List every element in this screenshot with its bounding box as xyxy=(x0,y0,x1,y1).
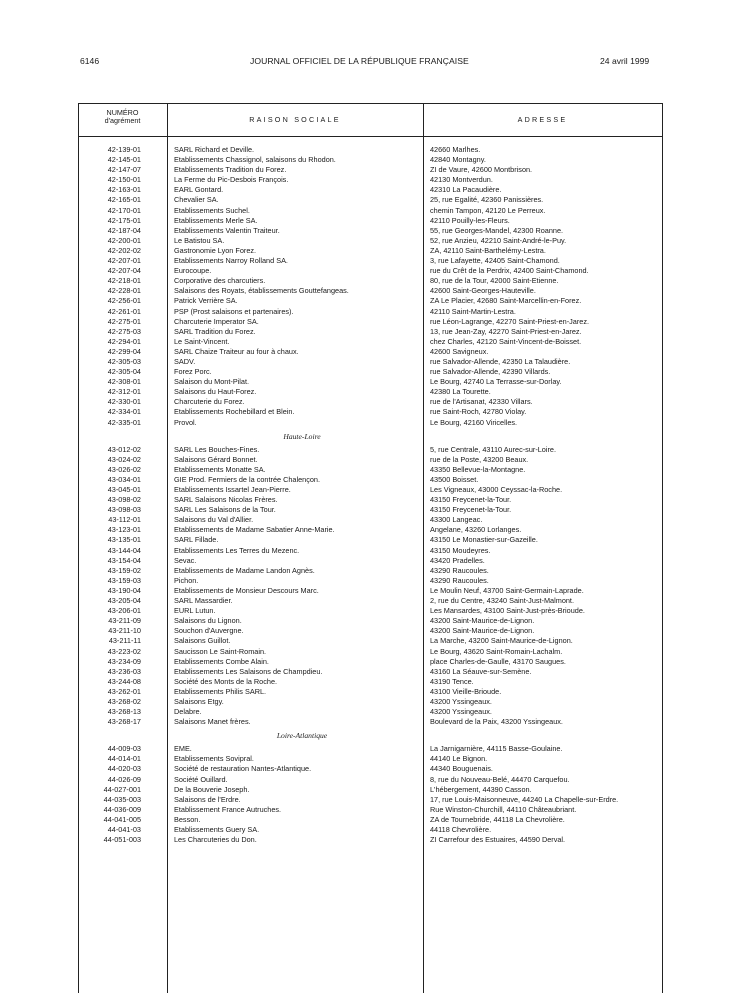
raison-sociale: Les Charcuteries du Don. xyxy=(174,835,257,845)
table-row xyxy=(78,764,663,774)
section-title: Loire-Atlantique xyxy=(276,731,328,741)
agrement-number: 42-175-01 xyxy=(107,215,141,225)
table-row xyxy=(78,586,663,596)
adresse: 43200 Yssingeaux. xyxy=(430,707,492,717)
agrement-number: 42-299-04 xyxy=(107,346,141,356)
table-row xyxy=(78,546,663,556)
agrement-number: 43-144-04 xyxy=(107,545,141,555)
table-row xyxy=(78,286,663,296)
adresse: 2, rue du Centre, 43240 Saint-Just-Malmont. xyxy=(430,596,574,606)
table-row xyxy=(78,616,663,626)
agrement-number: 44-020-03 xyxy=(107,764,141,774)
table-row xyxy=(78,377,663,387)
agrement-number: 43-268-02 xyxy=(107,696,141,706)
table-row xyxy=(78,535,663,545)
raison-sociale: SARL Les Bouches-Fines. xyxy=(174,444,260,454)
table-row xyxy=(78,636,663,646)
agrement-number: 43-135-01 xyxy=(107,535,141,545)
agrement-number: 43-026-02 xyxy=(107,464,141,474)
table-row xyxy=(78,236,663,246)
agrement-number: 43-154-04 xyxy=(107,555,141,565)
table-row xyxy=(78,276,663,286)
table-row xyxy=(78,195,663,205)
agrement-number: 42-187-04 xyxy=(107,225,141,235)
adresse: ZA, 42110 Saint-Barthelémy-Lestra. xyxy=(430,245,546,255)
journal-title: JOURNAL OFFICIEL DE LA RÉPUBLIQUE FRANÇAISE xyxy=(250,56,469,66)
table-row xyxy=(78,445,663,455)
table-row xyxy=(78,307,663,317)
agrement-number: 44-027-001 xyxy=(103,784,141,794)
adresse: rue Salvador-Allende, 42350 La Talaudière. xyxy=(430,356,571,366)
agrement-number: 43-024-02 xyxy=(107,454,141,464)
agrement-number: 42-207-01 xyxy=(107,256,141,266)
raison-sociale: Corporative des charcutiers. xyxy=(174,276,266,286)
table-row xyxy=(78,266,663,276)
table-row xyxy=(78,667,663,677)
table-row xyxy=(78,175,663,185)
adresse: 42110 Saint-Martin-Lestra. xyxy=(430,306,516,316)
agrement-number: 42-163-01 xyxy=(107,185,141,195)
agrement-number: 42-218-01 xyxy=(107,276,141,286)
adresse: Le Bourg, 42740 La Terrasse-sur-Dorlay. xyxy=(430,377,562,387)
adresse: Le Bourg, 42160 Viricelles. xyxy=(430,417,518,427)
agrement-number: 42-256-01 xyxy=(107,296,141,306)
raison-sociale: Etablissements de Madame Landon Agnès. xyxy=(174,565,315,575)
adresse: rue de la Poste, 43200 Beaux. xyxy=(430,454,529,464)
table-row xyxy=(78,246,663,256)
table-row xyxy=(78,155,663,165)
raison-sociale: Salaisons du Haut-Forez. xyxy=(174,387,257,397)
raison-sociale: Salaisons du Val d'Allier. xyxy=(174,515,254,525)
raison-sociale: Etablissements Narroy Rolland SA. xyxy=(174,256,288,266)
table-row xyxy=(78,677,663,687)
raison-sociale: Provol. xyxy=(174,417,197,427)
adresse: 44118 Chevrolière. xyxy=(430,825,492,834)
raison-sociale: Société Ouillard. xyxy=(174,774,228,784)
adresse: 43150 Le Monastier-sur-Gazeille. xyxy=(430,535,538,545)
agrement-number: 43-211-11 xyxy=(108,636,141,646)
adresse: 52, rue Anzieu, 42210 Saint-André-le-Puy. xyxy=(430,235,567,245)
raison-sociale: Charcuterie Imperator SA. xyxy=(174,316,259,326)
agrement-number: 43-098-03 xyxy=(107,505,141,515)
agrement-number: 42-312-01 xyxy=(107,387,141,397)
agrement-number: 43-159-03 xyxy=(107,575,141,585)
raison-sociale: Etablissements de Madame Sabatier Anne-Marie. xyxy=(174,525,335,535)
raison-sociale: EURL Lutun. xyxy=(174,606,216,616)
agrement-number: 43-223-02 xyxy=(107,646,141,656)
raison-sociale: Etablissement France Autruches. xyxy=(174,804,282,814)
raison-sociale: Etablissements Les Salaisons de Champdieu. xyxy=(174,666,323,676)
adresse: rue Salvador-Allende, 42390 Villards. xyxy=(430,367,551,377)
adresse: 43160 La Séauve-sur-Semène. xyxy=(430,666,532,676)
table-row xyxy=(78,505,663,515)
raison-sociale: Charcuterie du Forez. xyxy=(174,397,245,407)
raison-sociale: GIE Prod. Fermiers de la contrée Chalençon. xyxy=(174,474,321,484)
raison-sociale: Etablissements Merle SA. xyxy=(174,215,258,225)
raison-sociale: Salaisons Gérard Bonnet. xyxy=(174,454,258,464)
raison-sociale: Le Saint-Vincent. xyxy=(174,336,230,346)
raison-sociale: Etablissements Issartel Jean-Pierre. xyxy=(174,485,291,494)
adresse: 42110 Pouilly-les-Fleurs. xyxy=(430,215,510,225)
agrement-number: 42-145-01 xyxy=(107,155,141,165)
adresse: rue Léon-Lagrange, 42270 Saint-Priest-en-Jarez. xyxy=(430,316,590,326)
raison-sociale: Société des Monts de la Roche. xyxy=(174,676,278,686)
adresse: 44140 Le Bignon. xyxy=(430,754,488,764)
section-heading-haute-loire xyxy=(78,428,663,445)
page-number: 6146 xyxy=(80,56,100,66)
raison-sociale: Etablissements Suchel. xyxy=(174,205,250,215)
table-row xyxy=(78,145,663,155)
rows-loire-atlantique xyxy=(78,744,663,845)
table-row xyxy=(78,296,663,306)
raison-sociale: Etablissements Guery SA. xyxy=(174,825,260,834)
adresse: Les Mansardes, 43100 Saint-Just-près-Brioude. xyxy=(430,606,585,616)
raison-sociale: SARL Tradition du Forez. xyxy=(174,326,256,336)
table-row xyxy=(78,576,663,586)
table-top-rule xyxy=(78,103,663,104)
agrement-number: 43-268-13 xyxy=(107,707,141,717)
adresse: La Jarnigarnière, 44115 Basse-Goulaine. xyxy=(430,744,563,754)
table-row xyxy=(78,256,663,266)
table-row xyxy=(78,495,663,505)
column-header-numero xyxy=(78,109,167,125)
table-row xyxy=(78,165,663,175)
agrement-number: 42-275-01 xyxy=(107,316,141,326)
adresse: 42840 Montagny. xyxy=(430,155,486,165)
rows-haute-loire xyxy=(78,445,663,728)
adresse: La Marche, 43200 Saint-Maurice-de-Lignon. xyxy=(430,636,573,646)
raison-sociale: Salaisons de l'Erdre. xyxy=(174,794,241,804)
table-row xyxy=(78,785,663,795)
agrement-number: 44-041-03 xyxy=(107,825,141,834)
adresse: 43300 Langeac. xyxy=(430,515,483,525)
raison-sociale: Patrick Verrière SA. xyxy=(174,296,238,306)
adresse: 17, rue Louis-Maisonneuve, 44240 La Chapelle-sur-Erdre. xyxy=(430,794,619,804)
agrement-number: 44-041-005 xyxy=(103,814,141,824)
raison-sociale: Saucisson Le Saint-Romain. xyxy=(174,646,267,656)
raison-sociale: Etablissements de Monsieur Descours Marc. xyxy=(174,585,319,595)
adresse: place Charles-de-Gaulle, 43170 Saugues. xyxy=(430,656,566,666)
table-row xyxy=(78,357,663,367)
raison-sociale: La Ferme du Pic-Desbois François. xyxy=(174,175,289,185)
agrement-number: 43-205-04 xyxy=(107,596,141,606)
adresse: 5, rue Centrale, 43110 Aurec-sur-Loire. xyxy=(430,444,557,454)
agrement-number: 43-012-02 xyxy=(107,444,141,454)
adresse: 43150 Freycenet-la-Tour. xyxy=(430,495,512,505)
agrement-number: 42-330-01 xyxy=(107,397,141,407)
table-row xyxy=(78,226,663,236)
adresse: rue Saint-Roch, 42780 Violay. xyxy=(430,407,527,417)
agrement-number: 44-026-09 xyxy=(107,774,141,784)
raison-sociale: SADV. xyxy=(174,356,196,366)
adresse: 43350 Bellevue-la-Montagne. xyxy=(430,464,526,474)
table-row xyxy=(78,455,663,465)
table-row xyxy=(78,347,663,357)
agrement-number: 43-234-09 xyxy=(107,656,141,666)
adresse: chez Charles, 42120 Saint-Vincent-de-Boisset. xyxy=(430,336,582,346)
agrement-number: 42-294-01 xyxy=(107,336,141,346)
raison-sociale: Etablissements Chassignol, salaisons du Rhodon. xyxy=(174,155,336,165)
adresse: ZA Le Placier, 42680 Saint-Marcellin-en-Forez. xyxy=(430,296,582,306)
adresse: 42130 Montverdun. xyxy=(430,175,493,185)
adresse: 43150 Freycenet-la-Tour. xyxy=(430,505,512,515)
adresse: ZI Carrefour des Estuaires, 44590 Derval. xyxy=(430,835,566,845)
raison-sociale: Salaisons Etgy. xyxy=(174,696,224,706)
raison-sociale: SARL Massardier. xyxy=(174,596,233,606)
adresse: Rue Winston-Churchill, 44110 Châteaubriant. xyxy=(430,804,577,814)
rows-loire xyxy=(78,145,663,428)
raison-sociale: Sevac. xyxy=(174,555,197,565)
raison-sociale: SARL Fillade. xyxy=(174,535,219,545)
table-row xyxy=(78,327,663,337)
raison-sociale: Etablissements Tradition du Forez. xyxy=(174,165,287,175)
raison-sociale: Etablissements Monatte SA. xyxy=(174,464,266,474)
raison-sociale: Gastronomie Lyon Forez. xyxy=(174,245,257,255)
raison-sociale: PSP (Prost salaisons et partenaires). xyxy=(174,306,294,316)
table-row xyxy=(78,525,663,535)
agrement-number: 43-098-02 xyxy=(107,495,141,505)
agrement-number: 43-112-01 xyxy=(108,515,141,525)
agrement-number: 44-035-003 xyxy=(103,794,141,804)
raison-sociale: Etablissements Sovipral. xyxy=(174,754,254,764)
table-row xyxy=(78,485,663,495)
adresse: 13, rue Jean-Zay, 42270 Saint-Priest-en-Jarez. xyxy=(430,326,582,336)
agrement-number: 42-305-03 xyxy=(107,356,141,366)
table-row xyxy=(78,754,663,764)
page-header xyxy=(0,56,731,70)
table-row xyxy=(78,697,663,707)
adresse: 3, rue Lafayette, 42405 Saint-Chamond. xyxy=(430,256,560,266)
raison-sociale: Besson. xyxy=(174,814,201,824)
agrement-number: 43-045-01 xyxy=(107,485,141,494)
agrement-number: 43-123-01 xyxy=(107,525,141,535)
raison-sociale: Forez Porc. xyxy=(174,367,212,377)
table-row xyxy=(78,556,663,566)
table-row xyxy=(78,805,663,815)
table-row xyxy=(78,835,663,845)
agrement-number: 43-236-03 xyxy=(107,666,141,676)
agrement-number: 43-268-17 xyxy=(107,717,141,727)
agrement-number: 43-034-01 xyxy=(107,474,141,484)
agrement-number: 44-036-009 xyxy=(103,804,141,814)
adresse: 43200 Yssingeaux. xyxy=(430,696,492,706)
agrement-number: 43-190-04 xyxy=(107,585,141,595)
agrement-number: 42-202-02 xyxy=(107,245,141,255)
table-row xyxy=(78,367,663,377)
adresse: rue de l'Artisanat, 42330 Villars. xyxy=(430,397,533,407)
adresse: 44340 Bouguenais. xyxy=(430,764,493,774)
adresse: 42310 La Pacaudière. xyxy=(430,185,502,195)
section-title: Haute-Loire xyxy=(283,431,321,441)
adresse: 42600 Saint-Georges-Hauteville. xyxy=(430,286,536,296)
approval-table xyxy=(78,103,663,993)
raison-sociale: Salaison du Mont-Pilat. xyxy=(174,377,250,387)
table-body xyxy=(78,145,663,845)
table-row xyxy=(78,337,663,347)
raison-sociale: Etablissements Philis SARL. xyxy=(174,686,267,696)
agrement-number: 42-334-01 xyxy=(107,407,141,417)
raison-sociale: Salaisons Guillot. xyxy=(174,636,231,646)
adresse: chemin Tampon, 42120 Le Perreux. xyxy=(430,205,546,215)
adresse: ZA de Tournebride, 44118 La Chevrolière. xyxy=(430,814,565,824)
raison-sociale: SARL Richard et Deville. xyxy=(174,145,255,154)
agrement-number: 42-200-01 xyxy=(107,235,141,245)
adresse: 43150 Moudeyres. xyxy=(430,545,491,555)
agrement-number: 42-170-01 xyxy=(107,205,141,215)
table-row xyxy=(78,717,663,727)
raison-sociale: Etablissements Rochebillard et Blein. xyxy=(174,407,295,417)
table-row xyxy=(78,626,663,636)
agrement-number: 44-051-003 xyxy=(103,835,141,845)
agrement-number: 43-262-01 xyxy=(107,686,141,696)
agrement-number: 42-261-01 xyxy=(107,306,141,316)
raison-sociale: Chevalier SA. xyxy=(174,195,219,205)
adresse: 43500 Boisset. xyxy=(430,474,479,484)
adresse: 55, rue Georges-Mandel, 42300 Roanne. xyxy=(430,225,564,235)
adresse: Le Moulin Neuf, 43700 Saint-Germain-Laprade. xyxy=(430,585,584,595)
agrement-number: 44-009-03 xyxy=(107,744,141,754)
table-row xyxy=(78,216,663,226)
adresse: 42600 Savigneux. xyxy=(430,346,489,356)
agrement-number: 42-308-01 xyxy=(107,377,141,387)
raison-sociale: SARL Chaize Traiteur au four à chaux. xyxy=(174,346,299,356)
agrement-number: 44-014-01 xyxy=(107,754,141,764)
table-row xyxy=(78,418,663,428)
raison-sociale: Salaisons du Lignon. xyxy=(174,616,242,626)
adresse: 42660 Marlhes. xyxy=(430,145,481,154)
adresse: 42380 La Tourette. xyxy=(430,387,491,397)
raison-sociale: Etablissements Valentin Traiteur. xyxy=(174,225,280,235)
adresse: L'hébergement, 44390 Casson. xyxy=(430,784,532,794)
table-row xyxy=(78,707,663,717)
column-header-adresse: ADRESSE xyxy=(517,115,568,124)
section-heading-loire-atlantique xyxy=(78,727,663,744)
raison-sociale: Salaisons Manet frères. xyxy=(174,717,251,727)
adresse: 43290 Raucoules. xyxy=(430,575,489,585)
table-row xyxy=(78,387,663,397)
raison-sociale: Souchon d'Auvergne. xyxy=(174,626,244,636)
raison-sociale: EME. xyxy=(174,744,192,754)
table-row xyxy=(78,744,663,754)
agrement-number: 42-305-04 xyxy=(107,367,141,377)
table-row xyxy=(78,475,663,485)
agrement-number: 43-211-09 xyxy=(108,616,141,626)
adresse: Boulevard de la Paix, 43200 Yssingeaux. xyxy=(430,717,563,727)
raison-sociale: Etablissements Les Terres du Mezenc. xyxy=(174,545,300,555)
column-header-numero-line1: NUMÉRO xyxy=(106,108,139,117)
adresse: 80, rue de la Tour, 42000 Saint-Etienne. xyxy=(430,276,559,286)
table-row xyxy=(78,515,663,525)
table-row xyxy=(78,825,663,835)
table-row xyxy=(78,795,663,805)
raison-sociale: Pichon. xyxy=(174,575,199,585)
agrement-number: 43-211-10 xyxy=(108,626,141,636)
table-header-rule xyxy=(78,136,663,137)
table-row xyxy=(78,596,663,606)
raison-sociale: SARL Les Salaisons de la Tour. xyxy=(174,505,276,515)
agrement-number: 42-150-01 xyxy=(107,175,141,185)
agrement-number: 42-165-01 xyxy=(107,195,141,205)
table-row xyxy=(78,687,663,697)
table-row xyxy=(78,397,663,407)
agrement-number: 42-139-01 xyxy=(107,145,141,154)
table-row xyxy=(78,815,663,825)
agrement-number: 42-207-04 xyxy=(107,266,141,276)
raison-sociale: Eurocoupe. xyxy=(174,266,212,276)
raison-sociale: Etablissements Combe Alain. xyxy=(174,656,269,666)
agrement-number: 43-244-08 xyxy=(107,676,141,686)
adresse: ZI de Vaure, 42600 Montbrison. xyxy=(430,165,533,175)
adresse: 43100 Vieille-Brioude. xyxy=(430,686,502,696)
adresse: Les Vigneaux, 43000 Ceyssac-la-Roche. xyxy=(430,485,563,494)
adresse: 43200 Saint-Maurice-de-Lignon. xyxy=(430,616,535,626)
table-row xyxy=(78,657,663,667)
adresse: 43200 Saint-Maurice-de-Lignon. xyxy=(430,626,535,636)
adresse: 43420 Pradelles. xyxy=(430,555,485,565)
column-header-raison-sociale: RAISON SOCIALE xyxy=(249,115,341,124)
table-row xyxy=(78,465,663,475)
agrement-number: 42-228-01 xyxy=(107,286,141,296)
table-row xyxy=(78,775,663,785)
agrement-number: 42-275-03 xyxy=(107,326,141,336)
adresse: Le Bourg, 43620 Saint-Romain-Lachalm. xyxy=(430,646,563,656)
table-row xyxy=(78,566,663,576)
table-row xyxy=(78,206,663,216)
raison-sociale: Delabre. xyxy=(174,707,202,717)
agrement-number: 43-206-01 xyxy=(107,606,141,616)
adresse: 8, rue du Nouveau-Belé, 44470 Carquefou. xyxy=(430,774,570,784)
table-row xyxy=(78,647,663,657)
adresse: 43190 Tence. xyxy=(430,676,474,686)
table-row xyxy=(78,185,663,195)
table-row xyxy=(78,606,663,616)
publication-date: 24 avril 1999 xyxy=(600,56,650,66)
agrement-number: 42-335-01 xyxy=(107,417,141,427)
raison-sociale: SARL Salaisons Nicolas Frères. xyxy=(174,495,278,505)
adresse: rue du Crêt de la Perdrix, 42400 Saint-Chamond. xyxy=(430,266,589,276)
adresse: Angelane, 43260 Lorlanges. xyxy=(430,525,522,535)
raison-sociale: EARL Gontard. xyxy=(174,185,224,195)
raison-sociale: Salaisons des Royats, établissements Gouttefangeas. xyxy=(174,286,349,296)
column-header-numero-line2: d'agrément xyxy=(104,116,141,125)
table-row xyxy=(78,317,663,327)
raison-sociale: De la Bouverie Joseph. xyxy=(174,784,250,794)
adresse: 25, rue Egalité, 42360 Panissières. xyxy=(430,195,544,205)
raison-sociale: Le Batistou SA. xyxy=(174,235,225,245)
table-row xyxy=(78,407,663,417)
adresse: 43290 Raucoules. xyxy=(430,565,489,575)
agrement-number: 43-159-02 xyxy=(107,565,141,575)
agrement-number: 42-147-07 xyxy=(107,165,141,175)
raison-sociale: Société de restauration Nantes-Atlantique. xyxy=(174,764,312,774)
